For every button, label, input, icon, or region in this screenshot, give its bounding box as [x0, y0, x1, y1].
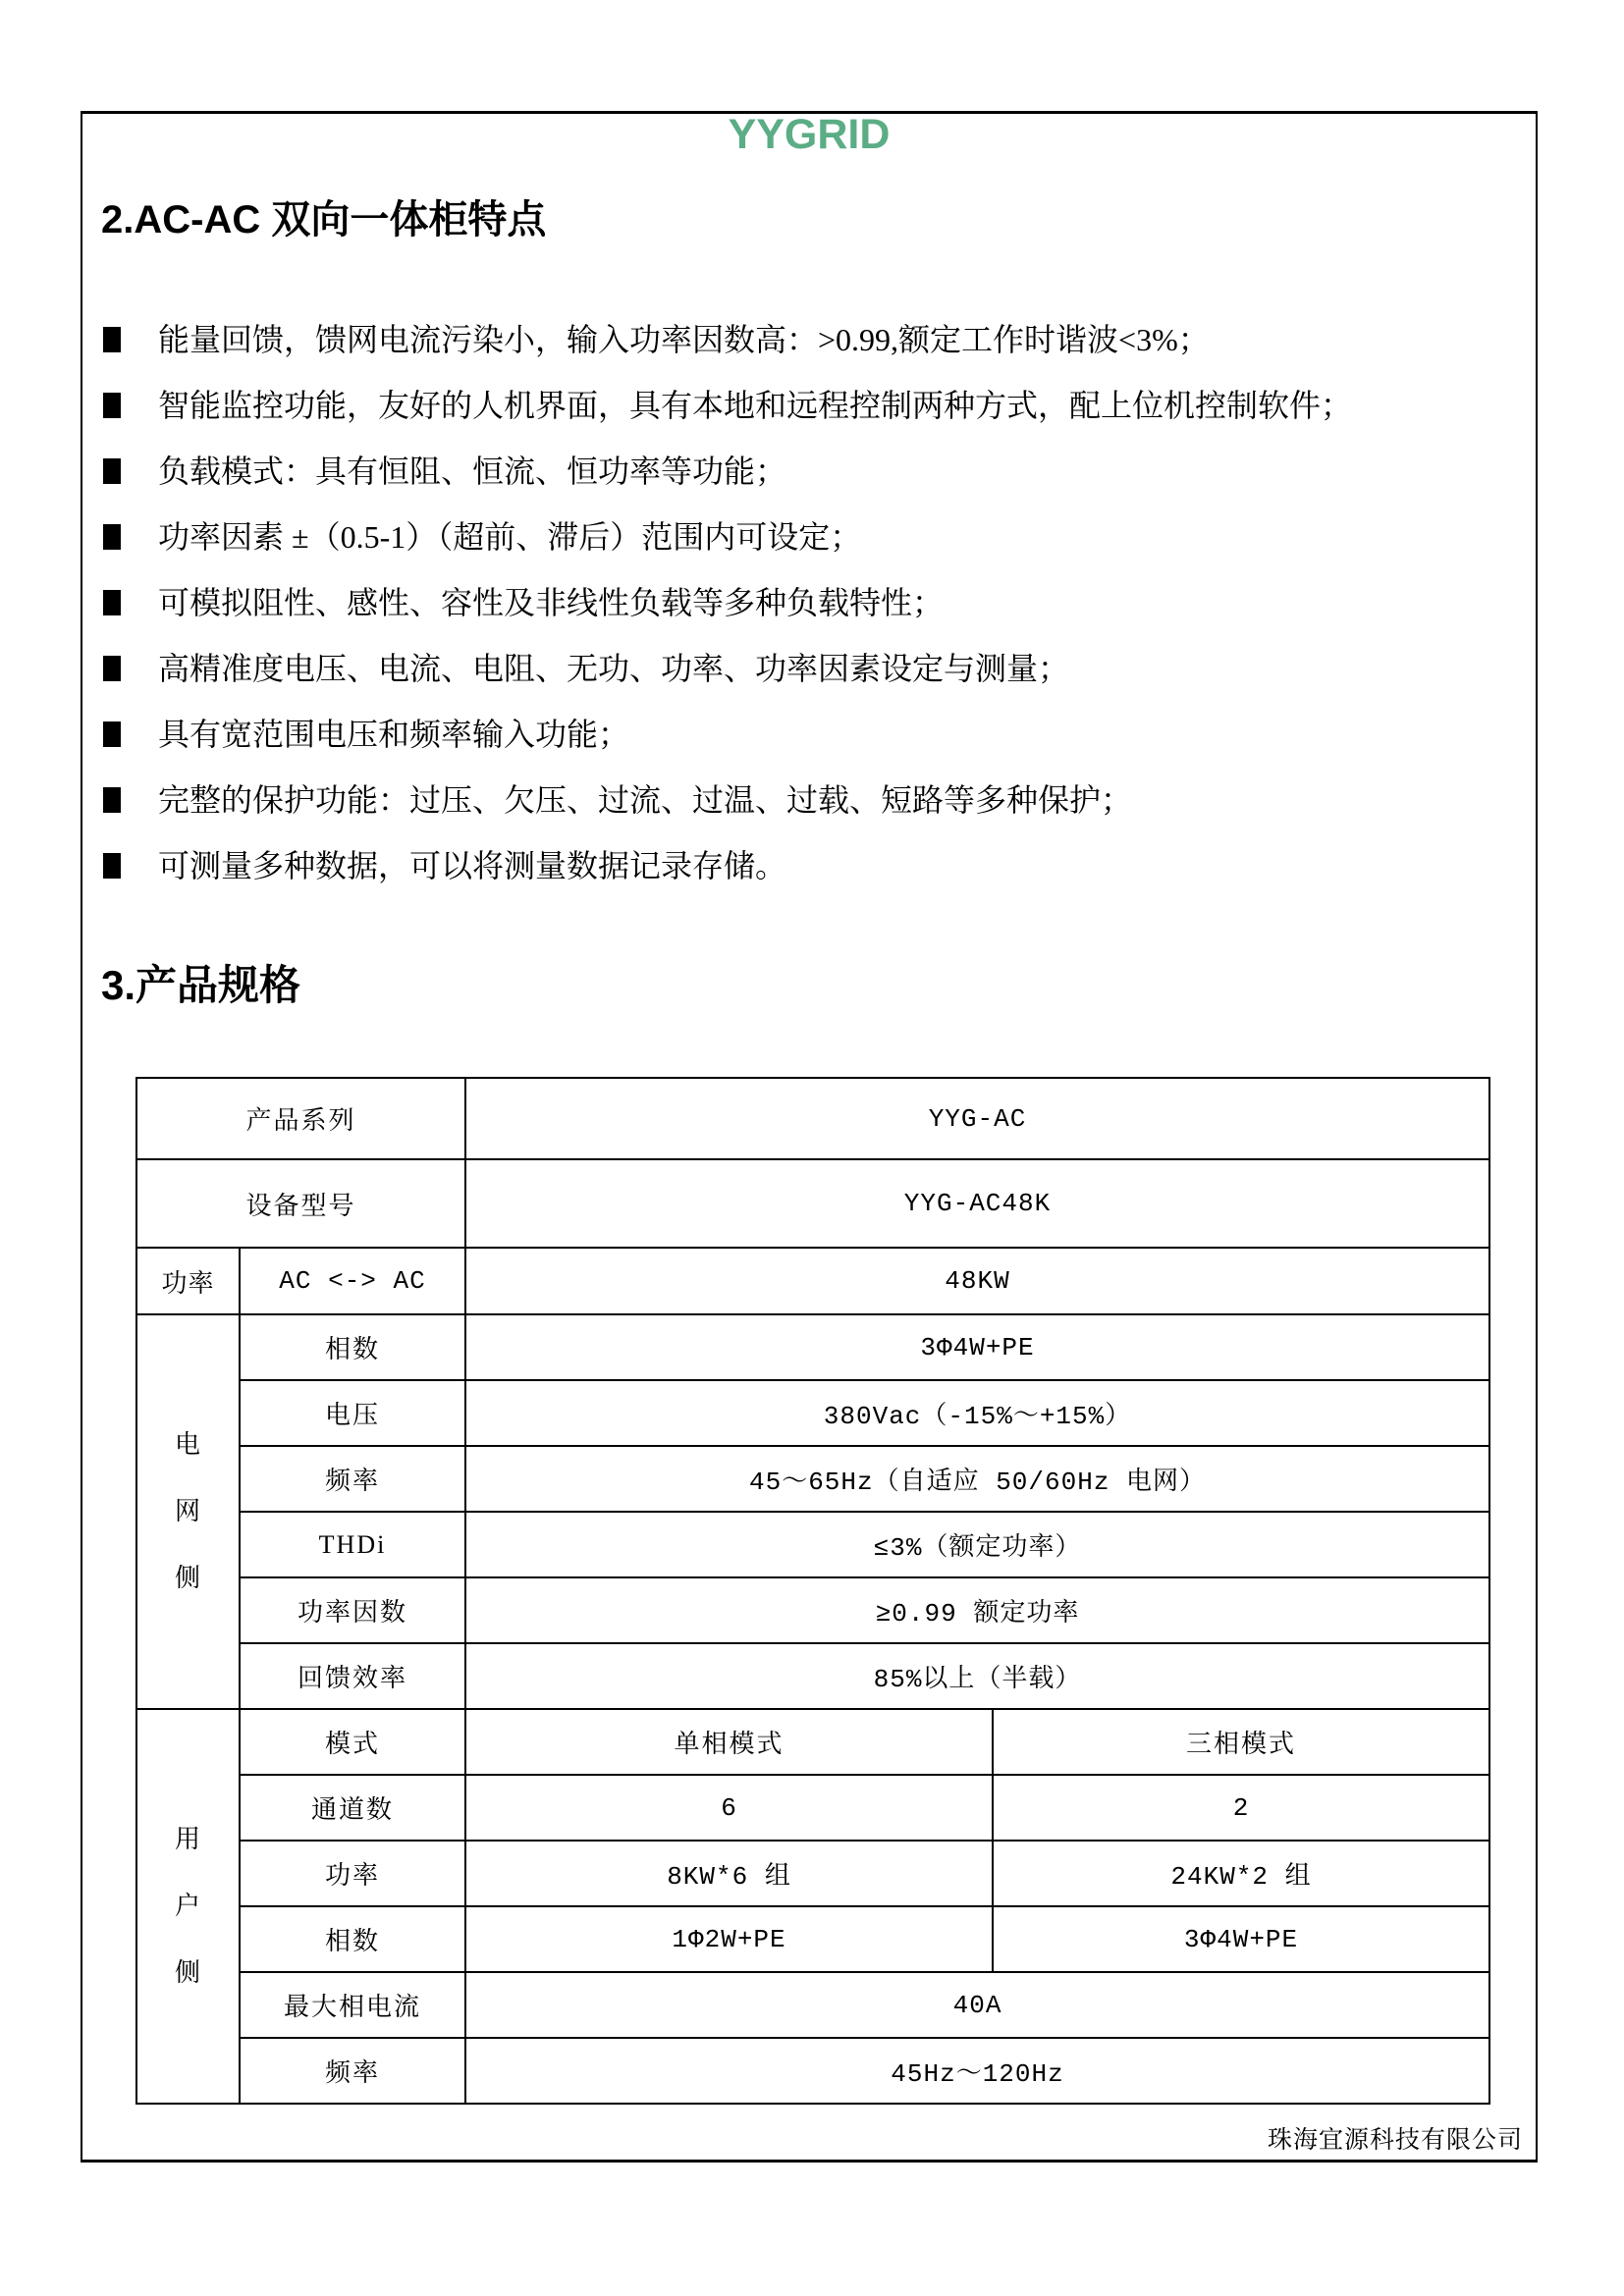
table-row — [136, 1446, 1489, 1512]
cell-label: 功率因数 — [240, 1577, 465, 1643]
cell-series-label: 产品系列 — [136, 1078, 465, 1159]
table-row — [136, 1159, 1489, 1248]
table-row — [136, 1841, 1489, 1906]
cell-label: 相数 — [240, 1906, 465, 1972]
feature-text: 负载模式：具有恒阻、恒流、恒功率等功能； — [158, 453, 787, 489]
list-item — [103, 701, 1497, 767]
user-side-vertical-label — [137, 1826, 239, 1987]
bullet-square-icon — [103, 327, 121, 352]
table-row — [136, 1643, 1489, 1709]
cell-label: 最大相电流 — [240, 1972, 465, 2038]
bullet-square-icon — [103, 656, 121, 681]
table-row — [136, 1577, 1489, 1643]
table-row — [136, 2038, 1489, 2104]
footer-company: 珠海宜源科技有限公司 — [1267, 2127, 1523, 2154]
cell-label: 通道数 — [240, 1775, 465, 1841]
list-item — [103, 306, 1497, 372]
cell-series-value: YYG-AC — [465, 1078, 1489, 1159]
cell-value-single-phase: 单相模式 — [465, 1709, 993, 1775]
table-row — [136, 1906, 1489, 1972]
cell-value-three-phase: 24KW*2 组 — [993, 1841, 1489, 1906]
list-item — [103, 504, 1497, 569]
bullet-square-icon — [103, 524, 121, 550]
group-char: 用 — [174, 1825, 201, 1853]
cell-value-three-phase: 三相模式 — [993, 1709, 1489, 1775]
list-item — [103, 832, 1497, 898]
cell-value: ≥0.99 额定功率 — [465, 1577, 1489, 1643]
bullet-square-icon — [103, 458, 121, 484]
feature-text: 能量回馈，馈网电流污染小，输入功率因数高：>0.99,额定工作时谐波<3%； — [158, 321, 1210, 357]
cell-value: 380Vac（-15%～+15%） — [465, 1380, 1489, 1446]
cell-grid-side-group — [136, 1314, 240, 1709]
list-item — [103, 372, 1497, 438]
cell-label: 相数 — [240, 1314, 465, 1380]
bullet-square-icon — [103, 787, 121, 813]
group-char: 侧 — [174, 1958, 201, 1987]
cell-user-side-group — [136, 1709, 240, 2104]
logo — [81, 111, 1538, 158]
feature-text: 具有宽范围电压和频率输入功能； — [158, 716, 630, 752]
feature-text: 高精准度电压、电流、电阻、无功、功率、功率因素设定与测量； — [158, 650, 1070, 686]
list-item — [103, 635, 1497, 701]
cell-value: 85%以上（半载） — [465, 1643, 1489, 1709]
feature-text: 可模拟阻性、感性、容性及非线性负载等多种负载特性； — [158, 584, 945, 620]
list-item — [103, 767, 1497, 832]
group-char: 户 — [174, 1892, 201, 1920]
cell-label: 模式 — [240, 1709, 465, 1775]
feature-text: 功率因素 ±（0.5-1）（超前、滞后）范围内可设定； — [158, 518, 862, 555]
cell-value-single-phase: 8KW*6 组 — [465, 1841, 993, 1906]
group-char: 电 — [174, 1430, 201, 1459]
table-row — [136, 1512, 1489, 1577]
list-item — [103, 569, 1497, 635]
table-row — [136, 1314, 1489, 1380]
bullet-square-icon — [103, 721, 121, 747]
cell-power-group: 功率 — [136, 1248, 240, 1314]
feature-text: 智能监控功能，友好的人机界面，具有本地和远程控制两种方式，配上位机控制软件； — [158, 387, 1353, 423]
spec-table — [135, 1077, 1490, 2105]
cell-label: 频率 — [240, 2038, 465, 2104]
cell-value: 40A — [465, 1972, 1489, 2038]
group-char: 侧 — [174, 1564, 201, 1592]
cell-label: 频率 — [240, 1446, 465, 1512]
table-row — [136, 1775, 1489, 1841]
cell-label: 回馈效率 — [240, 1643, 465, 1709]
cell-power-value: 48KW — [465, 1248, 1489, 1314]
group-char: 网 — [174, 1497, 201, 1525]
cell-value: 45～65Hz（自适应 50/60Hz 电网） — [465, 1446, 1489, 1512]
cell-value-three-phase: 2 — [993, 1775, 1489, 1841]
logo-text: YYGRID — [728, 111, 891, 158]
bullet-square-icon — [103, 853, 121, 879]
table-row — [136, 1709, 1489, 1775]
table-row — [136, 1972, 1489, 2038]
grid-side-vertical-label — [137, 1431, 239, 1592]
cell-value-single-phase: 6 — [465, 1775, 993, 1841]
cell-model-label: 设备型号 — [136, 1159, 465, 1248]
bullet-square-icon — [103, 393, 121, 418]
cell-label: 功率 — [240, 1841, 465, 1906]
feature-text: 完整的保护功能：过压、欠压、过流、过温、过载、短路等多种保护； — [158, 781, 1133, 818]
cell-value-single-phase: 1Φ2W+PE — [465, 1906, 993, 1972]
feature-list — [103, 306, 1497, 898]
table-row — [136, 1248, 1489, 1314]
feature-text: 可测量多种数据，可以将测量数据记录存储。 — [158, 847, 787, 883]
cell-value: ≤3%（额定功率） — [465, 1512, 1489, 1577]
cell-label: THDi — [240, 1512, 465, 1577]
section-title-features: 2.AC-AC 双向一体柜特点 — [101, 198, 547, 241]
cell-value: 45Hz～120Hz — [465, 2038, 1489, 2104]
bullet-square-icon — [103, 590, 121, 615]
table-row — [136, 1078, 1489, 1159]
cell-value-three-phase: 3Φ4W+PE — [993, 1906, 1489, 1972]
cell-model-value: YYG-AC48K — [465, 1159, 1489, 1248]
cell-value: 3Φ4W+PE — [465, 1314, 1489, 1380]
cell-power-label: AC <-> AC — [240, 1248, 465, 1314]
cell-label: 电压 — [240, 1380, 465, 1446]
list-item — [103, 438, 1497, 504]
table-row — [136, 1380, 1489, 1446]
section-title-specs: 3.产品规格 — [101, 962, 301, 1008]
